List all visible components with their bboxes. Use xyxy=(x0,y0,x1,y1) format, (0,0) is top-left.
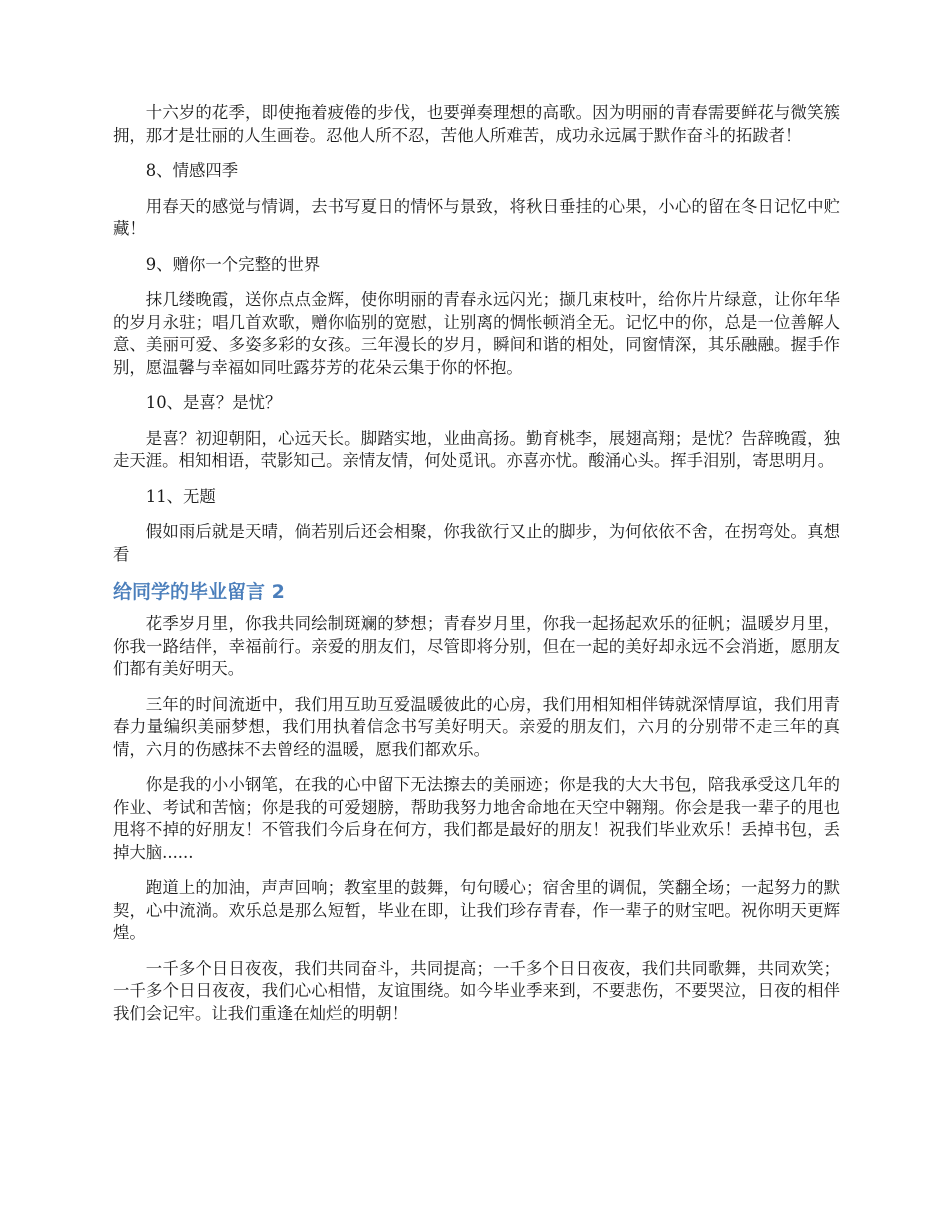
paragraph: 抹几缕晚霞，送你点点金辉，使你明丽的青春永远闪光；撷几束枝叶，给你片片绿意，让你年华的岁月永驻；唱几首欢歌，赠你临别的宽慰，让别离的惆怅顿消全无。记忆中的你，总是一位善解人意、美丽可爱、多姿多彩的女孩。三年漫长的岁月，瞬间和谐的相处，同窗情深，其乐融融。握手作别，愿温馨与幸福如同吐露芬芳的花朵云集于你的怀抱。 xyxy=(113,290,840,377)
item-title: 8、情感四季 xyxy=(145,161,239,180)
paragraph: 用春天的感觉与情调，去书写夏日的情怀与景致，将秋日垂挂的心果，小心的留在冬日记忆中贮藏！ xyxy=(113,196,840,238)
paragraph: 跑道上的加油，声声回响；教室里的鼓舞，句句暖心；宿舍里的调侃，笑翻全场；一起努力的默契，心中流淌。欢乐总是那么短暂，毕业在即，让我们珍存青春，作一辈子的财宝吧。祝你明天更辉煌。 xyxy=(113,878,840,942)
section-heading: 给同学的毕业留言 2 xyxy=(113,581,285,603)
paragraph: 花季岁月里，你我共同绘制斑斓的梦想；青春岁月里，你我一起扬起欢乐的征帆；温暖岁月里，你我一路结伴，幸福前行。亲爱的朋友们，尽管即将分别，但在一起的美好却永远不会消逝，愿朋友们都有美好明天。 xyxy=(113,614,840,678)
paragraph: 你是我的小小钢笔，在我的心中留下无法擦去的美丽迹；你是我的大大书包，陪我承受这几年的作业、考试和苦恼；你是我的可爱翅膀，帮助我努力地舍命地在天空中翱翔。你会是我一辈子的甩也甩将不掉的好朋友！不管我们今后身在何方，我们都是最好的朋友！祝我们毕业欢乐！丢掉书包，丢掉大脑...... xyxy=(113,775,840,862)
item-title: 9、赠你一个完整的世界 xyxy=(145,254,321,274)
paragraph: 是喜？初迎朝阳，心远天长。脚踏实地，业曲高扬。勤育桃李，展翅高翔；是忧？告辞晚霞，独走天涯。相知相语，茕影知己。亲情友情，何处觅讯。亦喜亦忧。酸涌心头。挥手泪别，寄思明月。 xyxy=(113,428,840,470)
paragraph: 十六岁的花季，即使拖着疲倦的步伐，也要弹奏理想的高歌。因为明丽的青春需要鲜花与微笑簇拥，那才是壮丽的人生画卷。忍他人所不忍，苦他人所难苦，成功永远属于默作奋斗的拓跋者！ xyxy=(113,103,840,145)
item-title: 11、无题 xyxy=(145,486,216,506)
paragraph: 假如雨后就是天晴，倘若别后还会相聚，你我欲行又止的脚步，为何依依不舍，在拐弯处。真想看 xyxy=(113,522,840,564)
item-title: 10、是喜？是忧？ xyxy=(145,393,282,412)
paragraph: 三年的时间流逝中，我们用互助互爱温暖彼此的心房，我们用相知相伴铸就深情厚谊，我们用青春力量编织美丽梦想，我们用执着信念书写美好明天。亲爱的朋友们，六月的分别带不走三年的真情，六月的伤感抹不去曾经的温暖，愿我们都欢乐。 xyxy=(113,694,840,759)
document-page xyxy=(113,102,840,1038)
paragraph: 一千多个日日夜夜，我们共同奋斗，共同提高；一千多个日日夜夜，我们共同歌舞，共同欢笑；一千多个日日夜夜，我们心心相惜，友谊围绕。如今毕业季来到，不要悲伤，不要哭泣，日夜的相伴我们会记牢。让我们重逢在灿烂的明朝！ xyxy=(113,958,840,1023)
